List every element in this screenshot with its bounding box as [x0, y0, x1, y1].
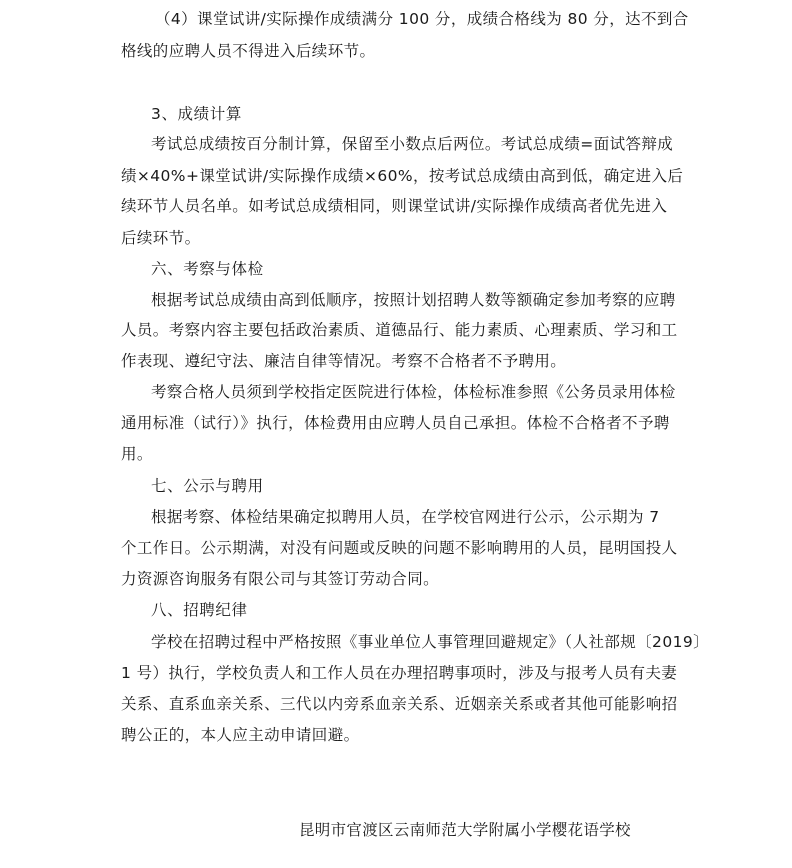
section6-p1-line-2: 人员。考察内容主要包括政治素质、道德品行、能力素质、心理素质、学习和工 [121, 321, 678, 339]
item4-line-1: （4）课堂试讲/实际操作成绩满分 100 分，成绩合格线为 80 分，达不到合 [155, 10, 689, 28]
signature-organization: 昆明市官渡区云南师范大学附属小学樱花语学校 [299, 821, 631, 839]
section6-title: 六、考察与体检 [151, 260, 264, 278]
section3-line-2: 绩×40%+课堂试讲/实际操作成绩×60%，按考试总成绩由高到低，确定进入后 [121, 167, 684, 185]
section6-p1-line-1: 根据考试总成绩由高到低顺序，按照计划招聘人数等额确定参加考察的应聘 [151, 291, 676, 309]
section3-line-1: 考试总成绩按百分制计算，保留至小数点后两位。考试总成绩=面试答辩成 [151, 135, 674, 153]
section7-line-1: 根据考察、体检结果确定拟聘用人员，在学校官网进行公示，公示期为 7 [151, 508, 660, 526]
section3-line-4: 后续环节。 [121, 229, 201, 247]
item4-line-2: 格线的应聘人员不得进入后续环节。 [121, 42, 376, 60]
section8-line-2: 1 号）执行，学校负责人和工作人员在办理招聘事项时，涉及与报考人员有夫妻 [121, 664, 678, 682]
section6-p2-line-1: 考察合格人员须到学校指定医院进行体检，体检标准参照《公务员录用体检 [151, 383, 676, 401]
section6-p2-line-3: 用。 [121, 445, 153, 463]
section8-line-3: 关系、直系血亲关系、三代以内旁系血亲关系、近姻亲关系或者其他可能影响招 [121, 695, 678, 713]
section7-title: 七、公示与聘用 [151, 477, 264, 495]
section7-line-2: 个工作日。公示期满，对没有问题或反映的问题不影响聘用的人员，昆明国投人 [121, 539, 678, 557]
section3-line-3: 续环节人员名单。如考试总成绩相同，则课堂试讲/实际操作成绩高者优先进入 [121, 197, 668, 215]
section3-title: 3、成绩计算 [151, 105, 242, 123]
section8-title: 八、招聘纪律 [151, 601, 248, 619]
section7-line-3: 力资源咨询服务有限公司与其签订劳动合同。 [121, 570, 440, 588]
section8-line-4: 聘公正的，本人应主动申请回避。 [121, 726, 360, 744]
section6-p2-line-2: 通用标准（试行）》执行，体检费用由应聘人员自己承担。体检不合格者不予聘 [121, 414, 670, 432]
section8-line-1: 学校在招聘过程中严格按照《事业单位人事管理回避规定》（人社部规〔2019〕 [151, 633, 709, 651]
section6-p1-line-3: 作表现、遵纪守法、廉洁自律等情况。考察不合格者不予聘用。 [121, 352, 567, 370]
